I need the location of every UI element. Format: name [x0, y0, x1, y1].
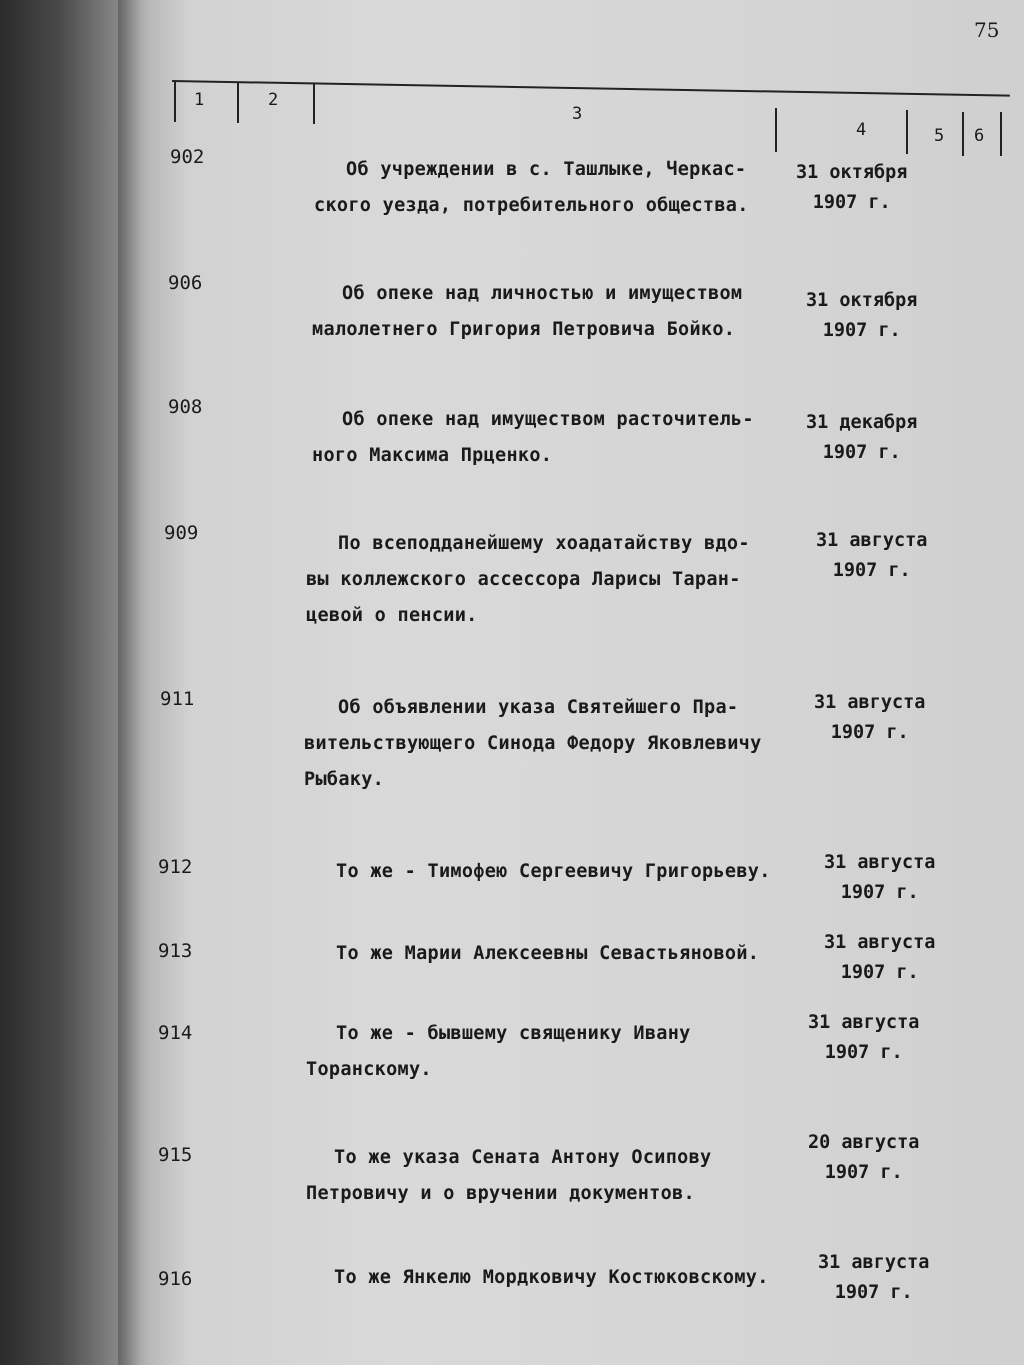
row-date	[806, 408, 917, 468]
row-date-year: 1907 г.	[824, 1042, 903, 1063]
row-date	[808, 1008, 919, 1068]
header-divider	[962, 112, 964, 156]
row-text-line: Об опеке над личностью и имуществом	[342, 283, 743, 304]
row-text-line: цевой о пенсии.	[306, 605, 478, 626]
row-text	[336, 936, 759, 972]
row-date-day: 31 августа	[818, 1252, 930, 1273]
row-text-line: малолетнего Григория Петровича Бойко.	[312, 319, 736, 340]
header-rule	[172, 80, 1010, 97]
header-col-2: 2	[268, 90, 279, 110]
row-text	[306, 1016, 691, 1088]
row-date-day: 31 августа	[816, 530, 928, 551]
row-date-year: 1907 г.	[832, 560, 911, 581]
row-date-year: 1907 г.	[822, 442, 901, 463]
header-col-6: 6	[974, 126, 985, 146]
row-number: 909	[164, 522, 199, 544]
row-text-line: Об опеке над имуществом расточитель-	[342, 409, 754, 430]
row-text-line: То же Марии Алексеевны Севастьяновой.	[336, 943, 760, 964]
row-date-year: 1907 г.	[812, 192, 891, 213]
row-text	[306, 526, 750, 634]
row-text-line: вы коллежского ассессора Ларисы Таран-	[306, 569, 741, 590]
row-text-line: То же - бывшему священику Ивану	[336, 1023, 691, 1044]
header-col-3: 3	[572, 104, 583, 124]
row-text-line: По всеподданейшему хоадатайству вдо-	[338, 533, 750, 554]
row-text-line: Рыбаку.	[304, 769, 385, 790]
header-divider	[1000, 112, 1002, 156]
page-fold-shadow	[118, 0, 140, 1365]
row-number: 906	[168, 272, 203, 294]
row-date-day: 31 августа	[824, 932, 936, 953]
row-date	[816, 526, 927, 586]
row-text	[304, 690, 762, 798]
header-col-5: 5	[934, 126, 945, 146]
row-date	[824, 848, 935, 908]
row-date-year: 1907 г.	[824, 1162, 903, 1183]
row-number: 902	[170, 146, 205, 168]
row-date	[808, 1128, 919, 1188]
row-number: 911	[160, 688, 195, 710]
row-text-line: Об объявлении указа Святейшего Пра-	[338, 697, 739, 718]
row-text	[336, 854, 771, 890]
header-col-1: 1	[194, 90, 205, 110]
row-number: 913	[158, 940, 193, 962]
row-text-line: вительствующего Синода Федору Яковлевичу	[304, 733, 762, 754]
header-divider	[237, 83, 239, 123]
row-date-day: 20 августа	[808, 1132, 920, 1153]
row-text-line: Об учреждении в с. Ташлыке, Черкас-	[346, 159, 747, 180]
row-text-line: То же указа Сената Антону Осипову	[334, 1147, 712, 1168]
row-number: 915	[158, 1144, 193, 1166]
row-date-day: 31 декабря	[806, 412, 918, 433]
row-text-line: ного Максима Прценко.	[312, 445, 553, 466]
row-text	[314, 152, 749, 224]
row-date-year: 1907 г.	[840, 962, 919, 983]
row-date-day: 31 октября	[796, 162, 908, 183]
row-number: 914	[158, 1022, 193, 1044]
page-number: 75	[974, 18, 1000, 42]
row-date-year: 1907 г.	[840, 882, 919, 903]
row-date	[824, 928, 935, 988]
row-date	[818, 1248, 929, 1308]
row-date-year: 1907 г.	[830, 722, 909, 743]
row-date-day: 31 августа	[824, 852, 936, 873]
row-number: 912	[158, 856, 193, 878]
row-date-year: 1907 г.	[822, 320, 901, 341]
row-text-line: То же - Тимофею Сергеевичу Григорьеву.	[336, 861, 771, 882]
row-date-day: 31 августа	[808, 1012, 920, 1033]
row-text	[334, 1260, 769, 1296]
header-col-4: 4	[856, 120, 867, 140]
header-divider	[775, 108, 777, 152]
row-text-line: ского уезда, потребительного общества.	[314, 195, 749, 216]
header-divider	[313, 84, 315, 124]
row-date	[806, 286, 917, 346]
row-text-line: Петровичу и о вручении документов.	[306, 1183, 695, 1204]
header-divider	[174, 82, 176, 122]
row-date	[796, 158, 907, 218]
header-divider	[906, 110, 908, 154]
row-text	[312, 276, 742, 348]
row-text-line: Торанскому.	[306, 1059, 432, 1080]
row-date-year: 1907 г.	[834, 1282, 913, 1303]
row-text-line: То же Янкелю Мордковичу Костюковскому.	[334, 1267, 769, 1288]
row-text	[306, 1140, 711, 1212]
row-date	[814, 688, 925, 748]
row-text	[312, 402, 754, 474]
row-number: 908	[168, 396, 203, 418]
row-number: 916	[158, 1268, 193, 1290]
row-date-day: 31 августа	[814, 692, 926, 713]
row-date-day: 31 октября	[806, 290, 918, 311]
